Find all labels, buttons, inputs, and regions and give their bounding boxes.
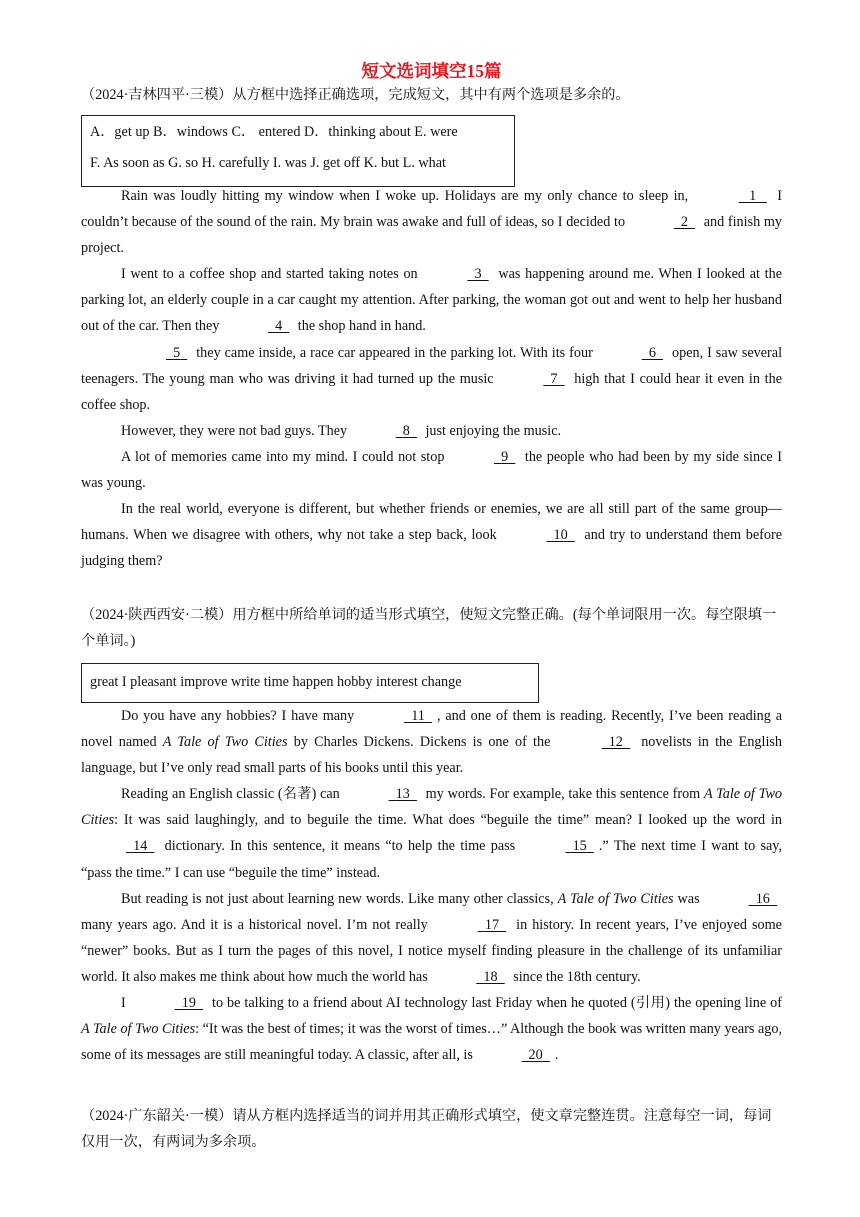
answer-blank[interactable]: 15 — [572, 838, 587, 855]
answer-blank[interactable]: 9 — [501, 448, 509, 465]
paragraph: In the real world, everyone is different, but whether friends or enemies, we are all still part of the same group—humans. When we disagree with others, why not take a step back, look 10 and try to understand them before judging them? — [81, 501, 782, 570]
paragraph: But reading is not just about learning new words. Like many other classics, A Tale of Two Cities was 16 many years ago. And it is a historical novel. I’m not really 17 in history. In recent years, I’ve enjoyed some “newer” books. But as I turn the pages of this novel, I notice myself finding pleasure in the challenge of its unfamiliar world. It also makes me think about how much the world has 18 since the 18th century. — [81, 886, 782, 990]
paragraph: I went to a coffee shop and started taking notes on 3 was happening around me. When I looked at the parking lot, an elderly couple in a car caught my attention. After parking, the woman got out and went to help her husband out of the car. Then they 4 the shop hand in hand. — [81, 261, 782, 339]
answer-blank[interactable]: 5 — [173, 344, 181, 361]
answer-blank[interactable]: 2 — [680, 214, 688, 231]
section3-source: （2024·广东韶关·一模）请从方框内选择适当的词并用其正确形式填空，使文章完整连贯。注意每空一词，每词仅用一次，有两词为多余项。 — [81, 1108, 772, 1150]
option-row-1: A．get up B．windows C． entered D．thinking about E. were — [90, 124, 458, 140]
answer-blank[interactable]: 12 — [608, 734, 623, 751]
paragraph: I 19 to be talking to a friend about AI technology last Friday when he quoted (引用) the opening line of A Tale of Two Cities: “It was the best of times; it was the worst of times…” Although the book was written many years ago, some of its messages are still meaningful today. A classic, after all, is 20 . — [81, 990, 782, 1068]
word-row: great I pleasant improve write time happen hobby interest change — [90, 674, 462, 690]
answer-blank[interactable]: 14 — [133, 838, 148, 855]
answer-blank[interactable]: 7 — [550, 370, 558, 387]
answer-blank[interactable]: 3 — [474, 266, 482, 283]
paragraph: Reading an English classic (名著) can 13 my words. For example, take this sentence from A Tale of Two Cities: It was said laughingly, and to beguile the time. What does “beguile the time” mean? I looked up the word in 14 dictionary. In this sentence, it means “to help the time pass 15 .” The next time I want to say, “pass the time.” I can use “beguile the time” instead. — [81, 781, 782, 885]
paragraph: However, they were not bad guys. They 8 just enjoying the music. — [81, 418, 782, 444]
answer-blank[interactable]: 4 — [275, 318, 283, 335]
section1-option-box — [81, 115, 515, 187]
answer-blank[interactable]: 13 — [395, 786, 410, 803]
answer-blank[interactable]: 17 — [484, 916, 500, 933]
answer-blank[interactable]: 1 — [749, 188, 757, 204]
answer-blank[interactable]: 19 — [181, 995, 196, 1012]
answer-blank[interactable]: 20 — [528, 1047, 543, 1064]
answer-blank[interactable]: 10 — [553, 527, 568, 544]
section2-passage — [81, 703, 782, 1068]
section1-passage — [81, 183, 782, 574]
paragraph: Rain was loudly hitting my window when I woke up. Holidays are my only chance to sleep in, 1 I couldn’t because of the sound of the rain. My brain was awake and full of ideas, so I decided to 2 and finish my project. — [81, 183, 782, 261]
option-row-2: F. As soon as G. so H. carefully I. was J. get off K. but L. what — [90, 155, 447, 171]
answer-blank[interactable]: 18 — [483, 968, 498, 985]
answer-blank[interactable]: 11 — [411, 708, 425, 724]
answer-blank[interactable]: 6 — [648, 344, 656, 361]
section2-source: （2024·陕西西安·二模）用方框中所给单词的适当形式填空，使短文完整正确。(每个单词限用一次。每空限填一个单词。) — [81, 607, 777, 649]
document-title: 短文选词填空15篇 — [361, 61, 502, 81]
answer-blank[interactable]: 16 — [755, 890, 770, 907]
section1-source: （2024·吉林四平·三模）从方框中选择正确选项，完成短文，其中有两个选项是多余的。 — [81, 87, 630, 103]
answer-blank[interactable]: 8 — [402, 422, 410, 439]
paragraph: A lot of memories came into my mind. I could not stop 9 the people who had been by my side since I was young. — [81, 444, 782, 496]
paragraph: Do you have any hobbies? I have many 11 , and one of them is reading. Recently, I’ve been reading a novel named A Tale of Two Cities by Charles Dickens. Dickens is one of the 12 novelists in the English language, but I’ve only read small parts of his books until this year. — [81, 703, 782, 781]
paragraph: 5 they came inside, a race car appeared in the parking lot. With its four 6 open, I saw several teenagers. The young man who was driving it had turned up the music 7 high that I could hear it even in the coffee shop. — [81, 340, 782, 418]
section2-word-box — [81, 663, 539, 703]
